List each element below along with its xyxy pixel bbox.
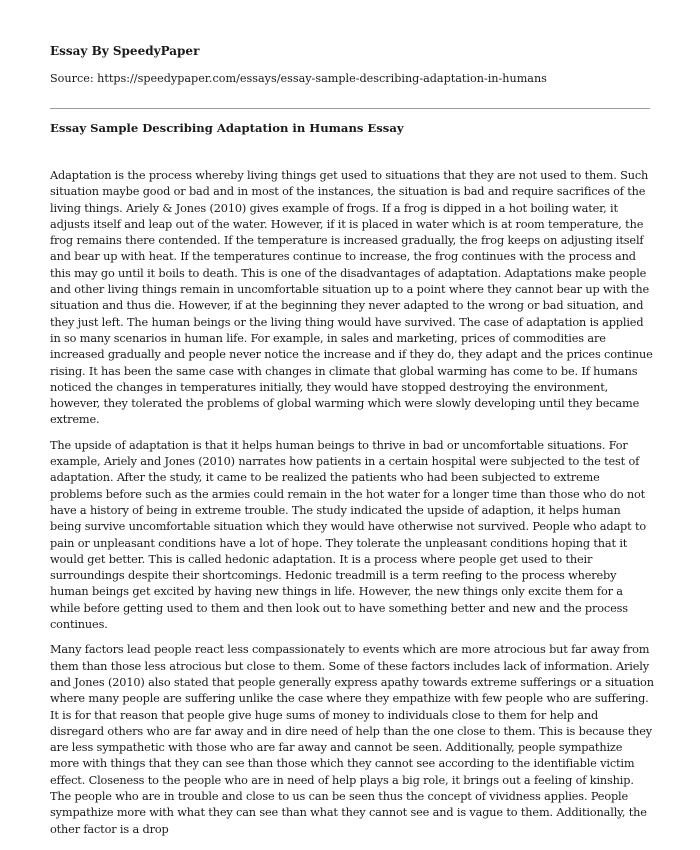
paragraph-1: Adaptation is the process whereby living things get used to situations that they are not used to them. Such situation maybe good or bad and in most of the instances, the situation is bad and require sacrifices of the living things. Ariely & Jones (2010) gives example of frogs. If a frog is dipped in a hot boiling water, it adjusts itself and leap out of the water. However, if it is placed in water which is at room temperature, the frog remains there contended. If the temperature is increased gradually, the frog keeps on adjusting itself and bear up with heat. If the temperatures continue to increase, the frog continues with the process and this may go until it boils to death. This is one of the disadvantages of adaptation. Adaptations make people and other living things remain in uncomfortable situation up to a point where they cannot bear up with the situation and thus die. However, if at the beginning they never adapted to the wrong or bad situation, and they just left. The human beings or the living thing would have survived. The case of adaptation is applied in so many scenarios in human life. For example, in sales and marketing, prices of commodities are increased gradually and people never notice the increase and if they do, they adapt and the prices continue rising. It has been the same case with changes in climate that global warming has come to be. If humans noticed the changes in temperatures initially, they would have stopped destroying the environment, however, they tolerated the problems of global warming which were slowly developing until they became extreme. (50, 169, 653, 427)
paragraph-3: Many factors lead people react less compassionately to events which are more atrocious but far away from them than those less atrocious but close to them. Some of these factors includes lack of information. Ariely and Jones (2010) also stated that people generally express apathy towards extreme sufferings or a situation where many people are suffering unlike the case where they empathize with few people who are suffering. It is for that reason that people give huge sums of money to individuals close to them for help and disregard others who are far away and in dire need of help than the one close to them. This is because they are less sympathetic with those who are far away and cannot be seen. Additionally, people sympathize more with things that they can see than those which they cannot see according to the identifiable victim effect. Closeness to the people who are in need of help plays a big role, it brings out a feeling of kinship. The people who are in trouble and close to us can be seen thus the concept of vividness applies. People sympathize more with what they can see than what they cannot see and is vague to them. Additionally, the other factor is a drop (50, 643, 654, 836)
essay-body (50, 168, 654, 847)
paragraph-2: The upside of adaptation is that it helps human beings to thrive in bad or uncomfortable situations. For example, Ariely and Jones (2010) narrates how patients in a certain hospital were subjected to the test of adaptation. After the study, it came to be realized the patients who had been subjected to extreme problems before such as the armies could remain in the hot water for a longer time than those who do not have a history of being in extreme trouble. The study indicated the upside of adaption, it helps human being survive uncomfortable situation which they would have otherwise not survived. People who adapt to pain or unpleasant conditions have a lot of hope. They tolerate the unpleasant conditions hoping that it would get better. This is called hedonic adaptation. It is a process where people get used to their surroundings despite their shortcomings. Hedonic treadmill is a term reefing to the process whereby human beings get excited by having new things in life. However, the new things only excite them for a while before getting used to them and then look out to have something better and new and the process continues. (50, 438, 646, 632)
essay-title: Essay Sample Describing Adaptation in Humans Essay (50, 121, 404, 135)
document-header-title: Essay By SpeedyPaper (50, 44, 200, 58)
header-divider (50, 108, 650, 109)
source-line: Source: https://speedypaper.com/essays/essay-sample-describing-adaptation-in-humans (50, 72, 547, 85)
